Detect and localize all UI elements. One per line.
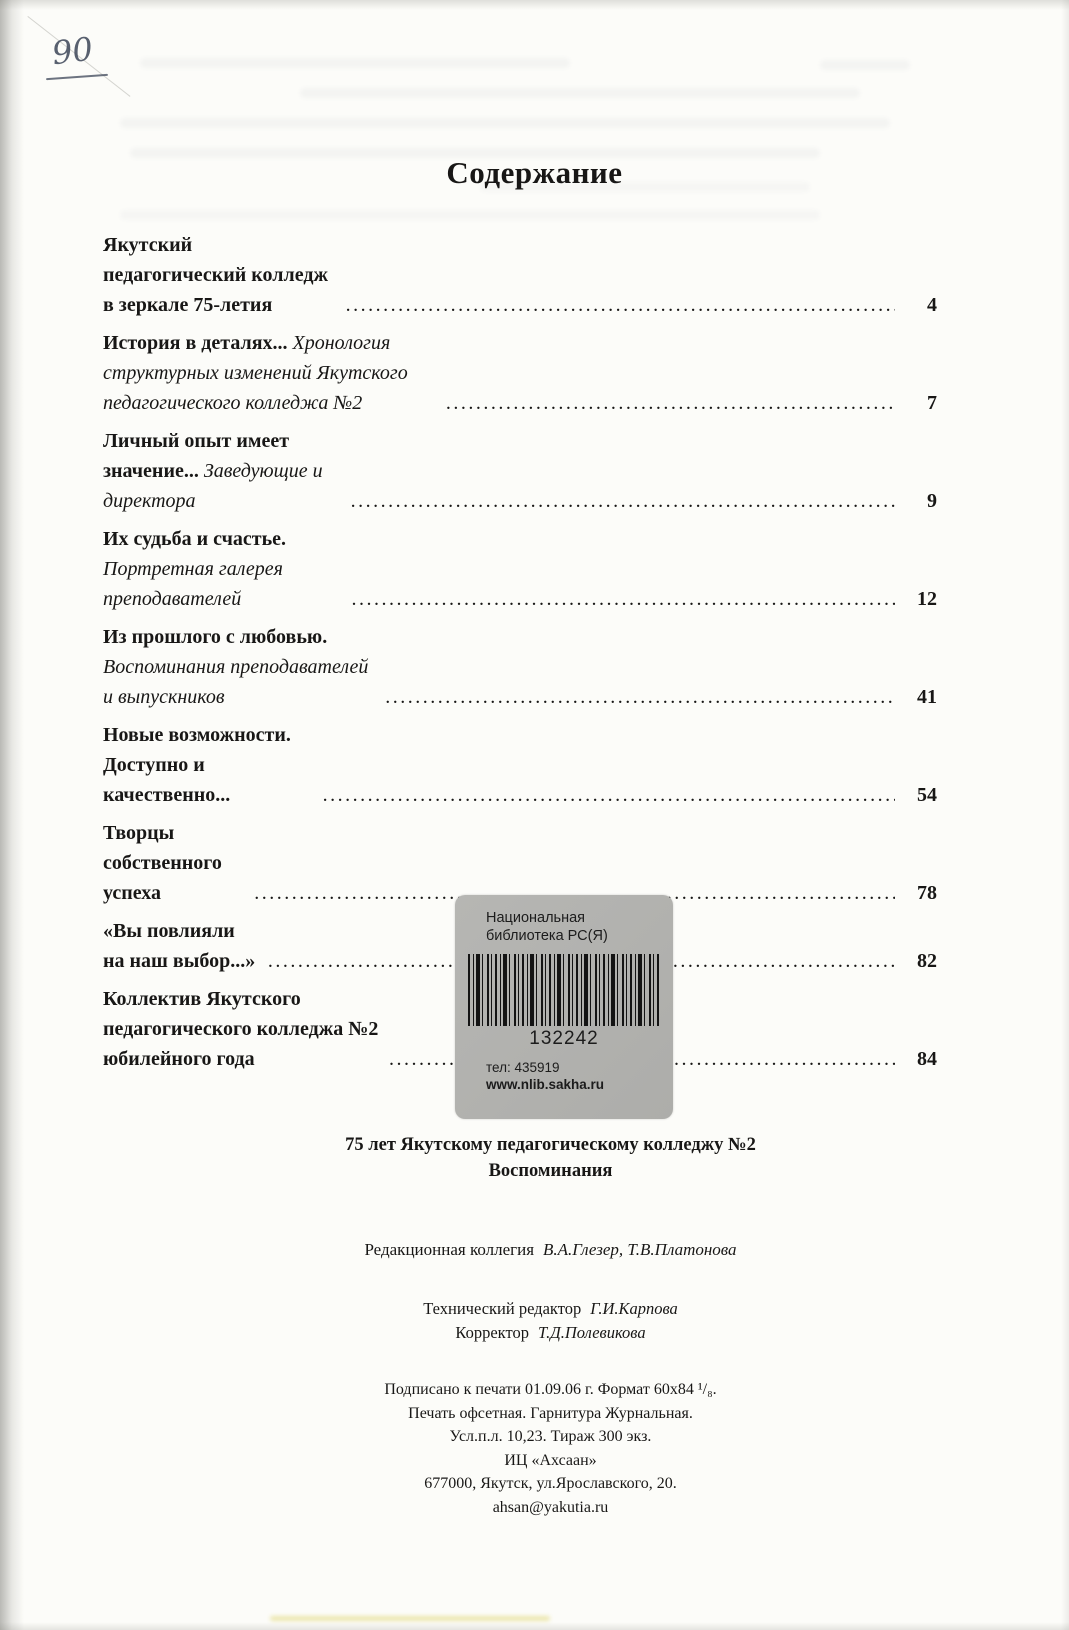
toc-entry [103,328,937,418]
library-name-line1: Национальная [486,910,586,926]
toc-entry [103,426,937,516]
dot-leader [323,780,895,810]
dot-leader [385,682,895,712]
bleed-through-artifact [120,210,820,220]
barcode-number: 132242 [529,1028,599,1049]
print-info [32,1378,1069,1519]
toc-page-number: 12 [917,588,937,610]
print-info-line4: ИЦ «Ахсаан» [504,1451,597,1469]
scan-edge-shadow-left [0,0,24,1630]
toc-entry [103,230,937,320]
scan-smudge [270,1616,550,1621]
proofreader-name: Т.Д.Полевикова [537,1323,646,1342]
toc-page-number: 82 [917,950,937,972]
library-phone: тел: 435919 [486,1060,560,1075]
toc-entry [103,622,937,712]
scan-edge-shadow-bottom [0,1622,1069,1630]
bleed-through-artifact [140,58,570,68]
book-caption-line2: Воспоминания [488,1161,613,1181]
dot-leader [352,584,895,614]
toc-entry-title: Коллектив Якутского педагогического колледжа №2 юбилейного года [103,988,379,1070]
dot-leader [446,388,895,418]
toc-entry [103,720,937,810]
toc-page-number: 78 [917,882,937,904]
editorial-label: Редакционная коллегия [364,1240,535,1259]
book-caption [32,1132,1069,1184]
print-info-line1: Подписано к печати 01.09.06 г. Формат 60х84 ¹/₈. [384,1381,717,1398]
toc-entry-title: Творцы собственного успеха [103,822,222,904]
toc-entry-title: История в деталях... [103,332,288,354]
tech-editor-label: Технический редактор [423,1299,582,1318]
dot-leader [351,486,895,516]
toc-entry-title: Их судьба и счастье. [103,528,287,550]
bleed-through-artifact [300,88,860,98]
toc-entry [103,524,937,614]
tech-editor-name: Г.И.Карпова [590,1299,678,1318]
book-caption-line1: 75 лет Якутскому педагогическому колледжу №2 [345,1135,756,1155]
scan-edge-shadow-top [0,0,1069,10]
toc-entry-title: Якутский педагогический колледж в зеркале 75-летия [103,234,328,316]
bleed-through-artifact [120,118,890,128]
print-info-line2: Печать офсетная. Гарнитура Журнальная. [408,1404,693,1422]
toc-entry-title: Из прошлого с любовью. [103,626,328,648]
print-info-line3: Усл.п.л. 10,23. Тираж 300 экз. [449,1428,652,1445]
bleed-through-artifact [820,60,910,70]
toc-page-number: 41 [917,686,937,708]
proofreader-label: Корректор [455,1323,529,1342]
toc-entry-subtitle: Заведующие и директора [103,460,323,512]
print-info-line5: 677000, Якутск, ул.Ярославского, 20. [424,1475,677,1492]
toc-entry-subtitle: Хронология структурных изменений Якутского педагогического колледжа №2 [103,332,408,414]
toc-page-number: 84 [917,1048,937,1070]
handwritten-number: 90 [49,29,95,73]
toc-entry-subtitle: Воспоминания преподавателей и выпускников [103,656,369,708]
toc-page-number: 7 [927,392,937,414]
library-name-line2: библиотека РС(Я) [486,928,608,944]
dot-leader [346,290,895,320]
library-stamp [455,895,673,1119]
toc-page-number: 9 [927,490,937,512]
editorial-board [32,1240,1069,1260]
toc-page-number: 54 [917,784,937,806]
library-website: www.nlib.sakha.ru [486,1077,605,1092]
handwritten-underline [46,74,108,80]
barcode [468,954,660,1026]
toc-page-number: 4 [927,294,937,316]
toc-entry-subtitle: Портретная галерея преподавателей [103,558,283,610]
page-title: Содержание [446,155,623,190]
toc-entry-title: Личный опыт имеет значение... [103,430,290,482]
tech-staff [32,1297,1069,1345]
editorial-names: В.А.Глезер, Т.В.Платонова [543,1240,737,1259]
toc-entry-title: Новые возможности. Доступно и качественно... [103,724,291,806]
toc-entry-title: «Вы повлияли на наш выбор...» [103,920,256,972]
print-info-line6: ahsan@yakutia.ru [492,1498,609,1516]
